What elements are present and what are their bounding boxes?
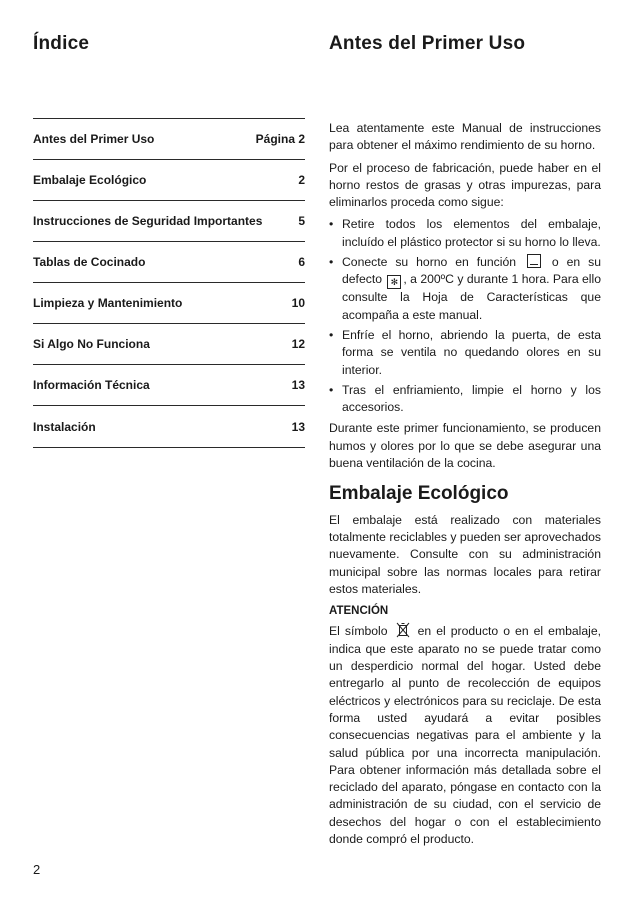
toc-row	[33, 200, 305, 241]
fan-function-icon: ✻	[387, 275, 401, 289]
step-text: o en su defecto	[342, 255, 601, 287]
toc-page: 13	[291, 419, 305, 434]
weee-paragraph	[329, 622, 601, 848]
table-of-contents	[33, 118, 305, 448]
step-text: , a 200ºC y durante 1 hora. Para ello consulte la Hoja de Características que acompaña a este manual.	[342, 272, 602, 322]
bullet: •	[329, 327, 334, 342]
eco-title: Embalaje Ecológico	[329, 483, 509, 505]
toc-row	[33, 241, 305, 282]
toc-page: 10	[291, 296, 305, 310]
crossed-bin-icon	[396, 622, 410, 638]
weee-text: El símbolo	[329, 624, 388, 639]
toc-row	[33, 405, 305, 448]
bullet: •	[329, 217, 334, 232]
closing-paragraph: Durante este primer funcionamiento, se producen humos y olores por lo que se debe asegurar una buena ventilación de la cocina.	[329, 421, 601, 471]
weee-text: en el producto o en el embalaje, indica que este aparato no se puede tratar como un desperdicio normal del hogar. Usted debe entregarlo al punto de recolección de equipos eléctricos y electrónicos para su reciclaje. De esta forma usted ayudará a evitar posibles consecuencias negativas para el ambiente y la salud pública por una incorrecta manipulación. Para obtener información más detallada sobre el reciclado del aparato, póngase en contacto con la administración de su ciudad, con el servicio de desechos del hogar o con el establecimiento donde compró el producto.	[329, 624, 602, 846]
toc-label: Instalación	[33, 419, 96, 434]
attention-heading: ATENCIÓN	[329, 605, 389, 618]
step-text: Retire todos los elementos del embalaje, incluído el plástico protector si su horno lo lleva.	[342, 217, 601, 249]
bullet: •	[329, 382, 334, 397]
list-item	[329, 216, 601, 251]
right-column	[329, 120, 601, 853]
toc-page: 2	[298, 173, 305, 187]
step-text: Conecte su horno en función	[342, 255, 517, 270]
toc-label: Tablas de Cocinado	[33, 255, 146, 269]
oven-function-icon	[527, 254, 541, 268]
toc-label: Embalaje Ecológico	[33, 173, 147, 187]
process-paragraph: Por el proceso de fabricación, puede haber en el horno restos de grasas y otras impurezas, para eliminarlos proceda como sigue:	[329, 160, 601, 210]
first-use-title: Antes del Primer Uso	[329, 33, 526, 54]
toc-label: Limpieza y Mantenimiento	[33, 296, 183, 310]
list-item	[329, 327, 601, 379]
list-item	[329, 382, 601, 417]
index-title: Índice	[33, 33, 90, 54]
page-number: 2	[33, 862, 41, 877]
step-text: Enfríe el horno, abriendo la puerta, de esta forma se ventila no quedando olores en su interior.	[342, 327, 601, 377]
list-item	[329, 254, 601, 324]
toc-label: Información Técnica	[33, 378, 150, 392]
toc-page: Página 2	[255, 132, 305, 146]
toc-row	[33, 282, 305, 323]
toc-row	[33, 118, 305, 159]
toc-row	[33, 159, 305, 200]
toc-row	[33, 364, 305, 405]
steps-list	[329, 216, 601, 416]
toc-page: 12	[291, 337, 305, 351]
toc-page: 13	[291, 378, 305, 392]
toc-label: Instrucciones de Seguridad Importantes	[33, 214, 263, 228]
toc-label: Antes del Primer Uso	[33, 132, 155, 146]
step-text: Tras el enfriamiento, limpie el horno y los accesorios.	[342, 382, 601, 415]
bullet: •	[329, 255, 334, 270]
toc-page: 6	[298, 255, 305, 269]
eco-paragraph: El embalaje está realizado con materiales totalmente reciclables y pueden ser aprovechados nuevamente. Consulte con su administración municipal sobre las normas locales para retirar estos materiales.	[329, 512, 601, 596]
toc-page: 5	[298, 214, 305, 228]
toc-label: Si Algo No Funciona	[33, 337, 150, 351]
toc-row	[33, 323, 305, 364]
intro-paragraph: Lea atentamente este Manual de instrucciones para obtener el máximo rendimiento de su horno.	[329, 121, 601, 153]
